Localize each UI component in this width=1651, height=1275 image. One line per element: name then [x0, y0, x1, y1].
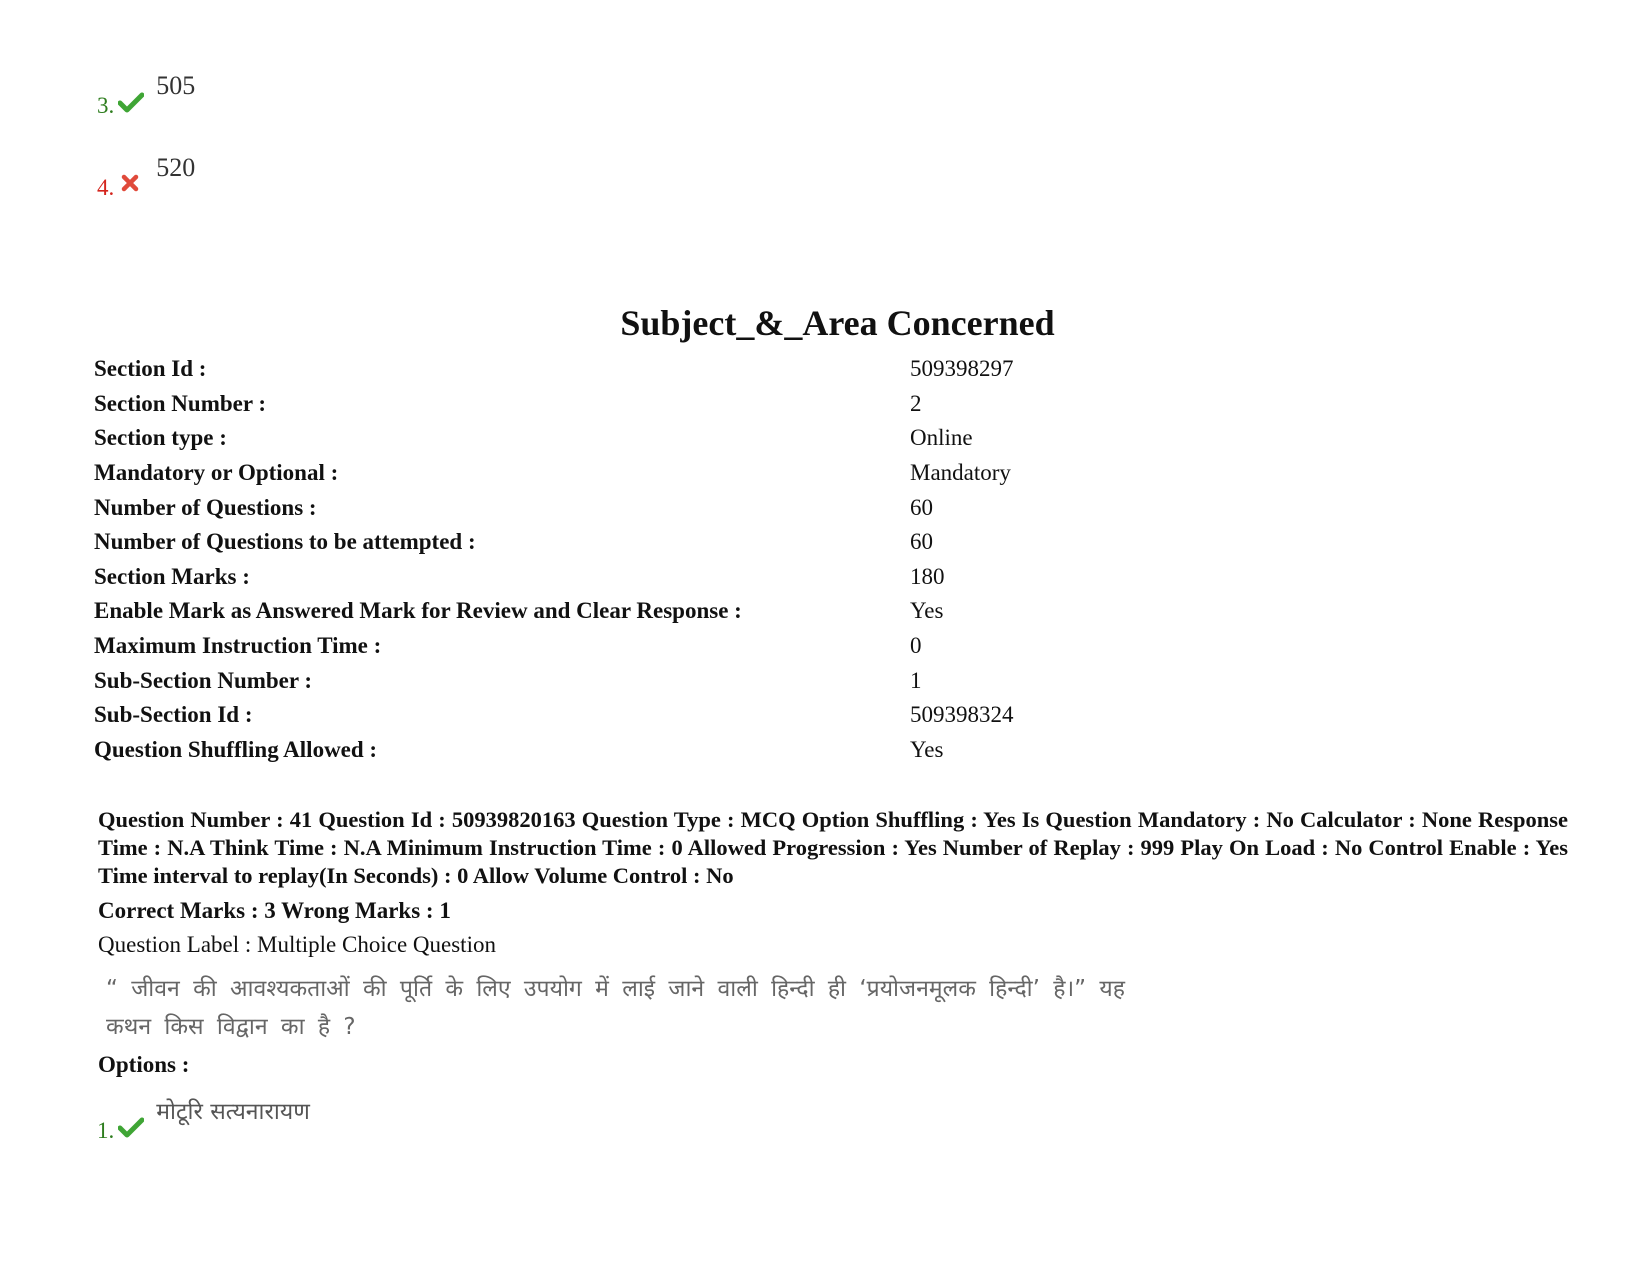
- info-value: 60: [910, 494, 933, 520]
- info-row: [94, 663, 1494, 698]
- info-label: Section Marks :: [94, 563, 250, 589]
- check-icon: [118, 91, 144, 113]
- option-1: [97, 1099, 310, 1143]
- check-icon: [118, 1116, 144, 1138]
- info-value: 1: [910, 667, 922, 693]
- info-label: Sub-Section Id :: [94, 702, 253, 728]
- option-number: 3.: [97, 93, 115, 118]
- info-row: [94, 456, 1494, 491]
- question-meta: Question Number : 41 Question Id : 50939820163 Question Type : MCQ Option Shuffling : Yes Is Question Mandatory : No Calculator : None Response Time : N.A Think Time : N.A Minimum Instruction Time : 0 Allowed Progression : Yes Number of Replay : 999 Play On Load : No Control Enable : Yes Time interval to replay(In Seconds) : 0 Allow Volume Control : No: [98, 807, 1568, 888]
- info-label: Section type :: [94, 425, 227, 451]
- info-value: 0: [910, 633, 922, 659]
- cross-icon: [118, 173, 144, 195]
- info-row: [94, 594, 1494, 629]
- info-row: [94, 490, 1494, 525]
- info-value: Yes: [910, 598, 944, 624]
- info-row: [94, 421, 1494, 456]
- info-row: [94, 698, 1494, 733]
- option-text: 520: [156, 153, 196, 182]
- options-heading: Options :: [98, 1052, 190, 1077]
- info-row: [94, 352, 1494, 387]
- info-label: Enable Mark as Answered Mark for Review and Clear Response :: [94, 598, 742, 624]
- info-row: [94, 387, 1494, 422]
- info-value: Online: [910, 425, 973, 451]
- option-3: [97, 71, 196, 118]
- option-text: मोटूरि सत्यनारायण: [156, 1099, 310, 1125]
- question-text: “ जीवन की आवश्यकताओं की पूर्ति के लिए उपयोग में लाई जाने वाली हिन्दी ही ‘प्रयोजनमूलक हिन्दी’ है।” यह कथन किस विद्वान का है ?: [106, 976, 1125, 1040]
- info-label: Section Id :: [94, 356, 207, 382]
- option-number: 4.: [97, 175, 115, 200]
- info-value: Mandatory: [910, 460, 1011, 486]
- option-number: 1.: [97, 1118, 115, 1143]
- info-value: 509398297: [910, 356, 1014, 382]
- question-marks: Correct Marks : 3 Wrong Marks : 1: [98, 898, 451, 923]
- info-label: Number of Questions :: [94, 494, 317, 520]
- info-row: [94, 629, 1494, 664]
- info-label: Number of Questions to be attempted :: [94, 529, 476, 555]
- info-value: 2: [910, 390, 922, 416]
- info-row: [94, 733, 1494, 768]
- info-row: [94, 560, 1494, 595]
- info-label: Question Shuffling Allowed :: [94, 736, 378, 762]
- info-value: 180: [910, 563, 945, 589]
- info-row: [94, 525, 1494, 560]
- info-label: Section Number :: [94, 390, 267, 416]
- info-label: Sub-Section Number :: [94, 667, 313, 693]
- section-title: Subject_&_Area Concerned: [620, 303, 1055, 343]
- info-value: 60: [910, 529, 933, 555]
- info-value: 509398324: [910, 702, 1014, 728]
- option-4: [97, 153, 196, 200]
- info-label: Mandatory or Optional :: [94, 460, 339, 486]
- option-text: 505: [156, 71, 196, 100]
- info-value: Yes: [910, 736, 944, 762]
- question-label: Question Label : Multiple Choice Question: [98, 932, 496, 957]
- info-label: Maximum Instruction Time :: [94, 633, 382, 659]
- section-info-table: [94, 352, 1494, 767]
